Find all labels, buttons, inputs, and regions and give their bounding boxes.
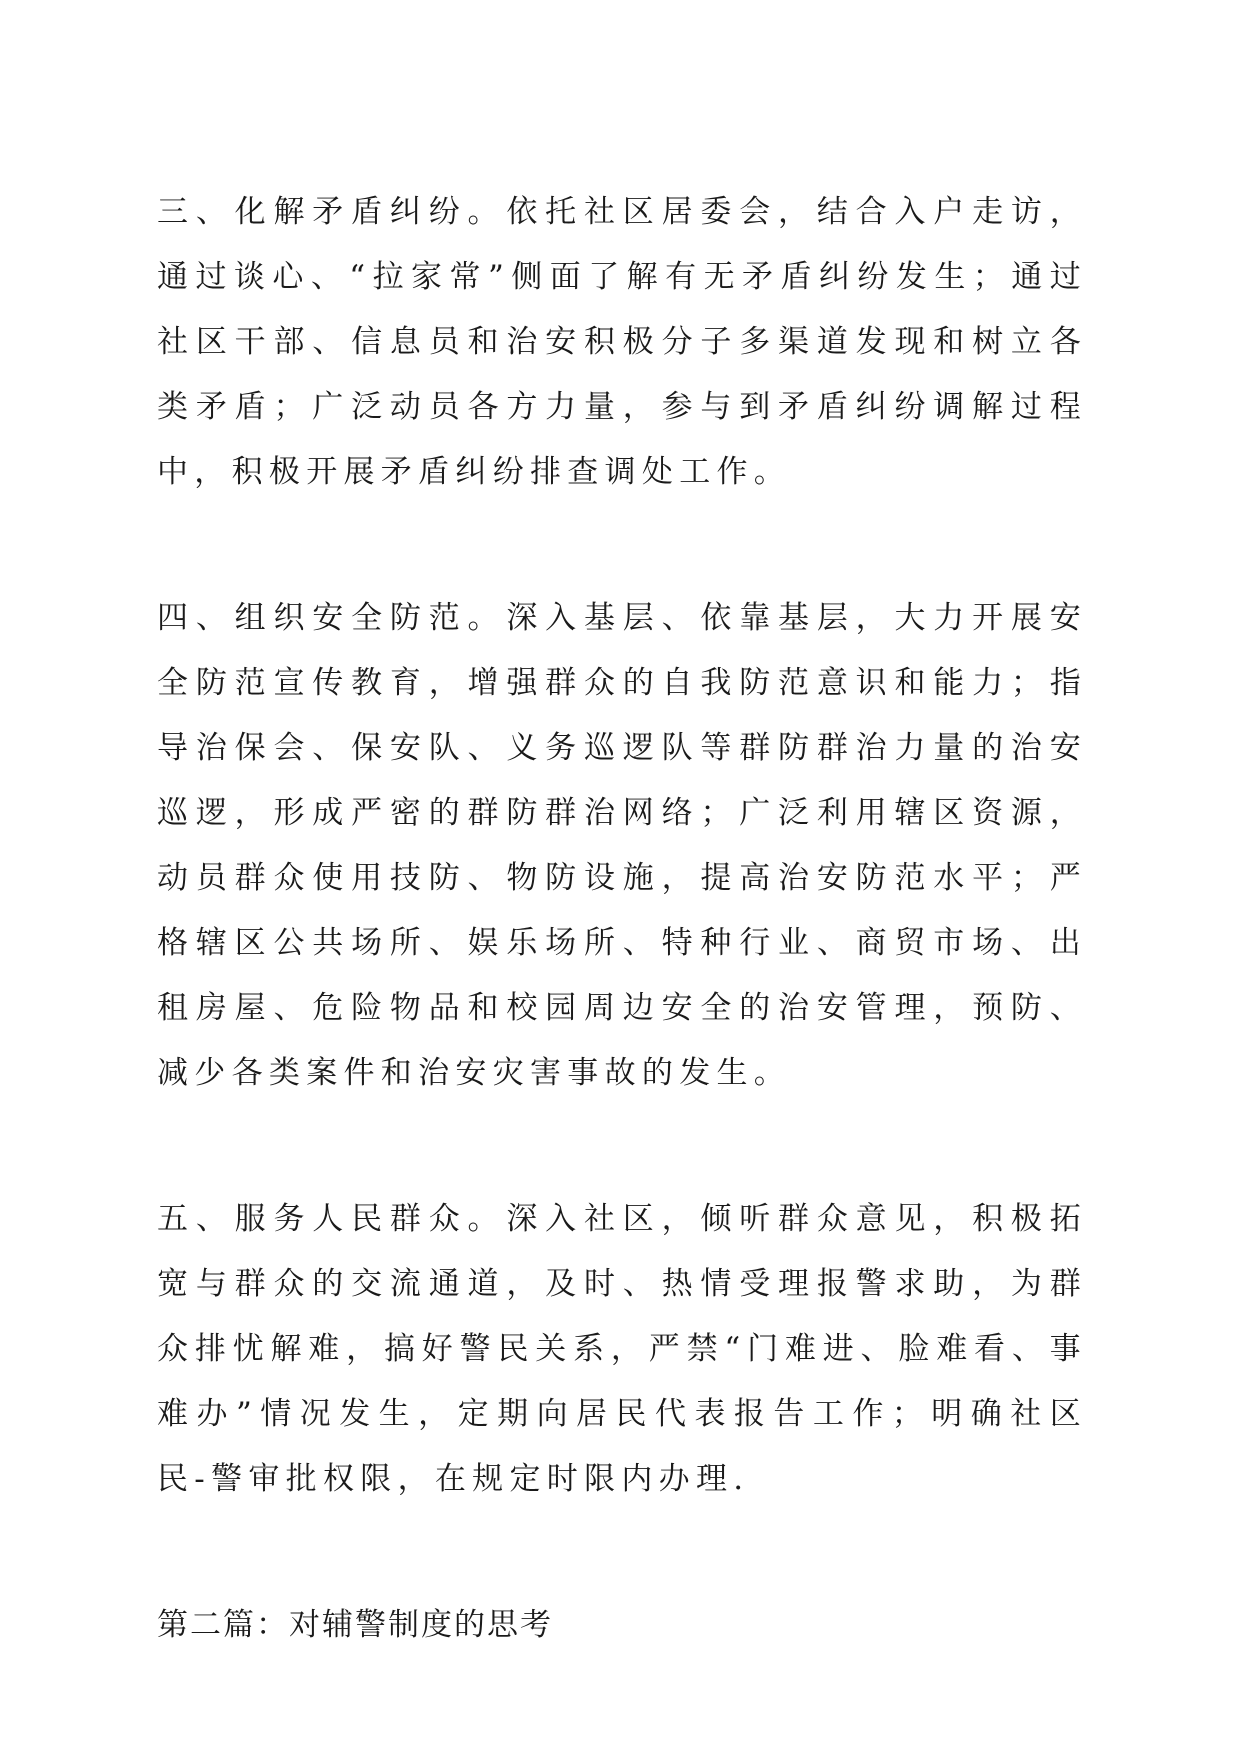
document-body [157,180,1087,1658]
paragraph-serve-people: 五、服务人民群众。深入社区，倾听群众意见，积极拓宽与群众的交流通道，及时、热情受理报警求助，为群众排忧解难，搞好警民关系，严禁“门难进、脸难看、事难办”情况发生，定期向居民代表报告工作；明确社区民-警审批权限，在规定时限内办理. [157,1201,1087,1497]
section-heading: 第二篇：对辅警制度的思考 [157,1607,553,1643]
paragraph-resolve-disputes: 三、化解矛盾纠纷。依托社区居委会，结合入户走访，通过谈心、“拉家常”侧面了解有无矛盾纠纷发生；通过社区干部、信息员和治安积极分子多渠道发现和树立各类矛盾；广泛动员各方力量，参与到矛盾纠纷调解过程中，积极开展矛盾纠纷排查调处工作。 [157,194,1087,490]
paragraph-safety-prevention: 四、组织安全防范。深入基层、依靠基层，大力开展安全防范宣传教育，增强群众的自我防范意识和能力；指导治保会、保安队、义务巡逻队等群防群治力量的治安巡逻，形成严密的群防群治网络；广泛利用辖区资源，动员群众使用技防、物防设施，提高治安防范水平；严格辖区公共场所、娱乐场所、特种行业、商贸市场、出租房屋、危险物品和校园周边安全的治安管理，预防、减少各类案件和治安灾害事故的发生。 [157,600,1087,1091]
